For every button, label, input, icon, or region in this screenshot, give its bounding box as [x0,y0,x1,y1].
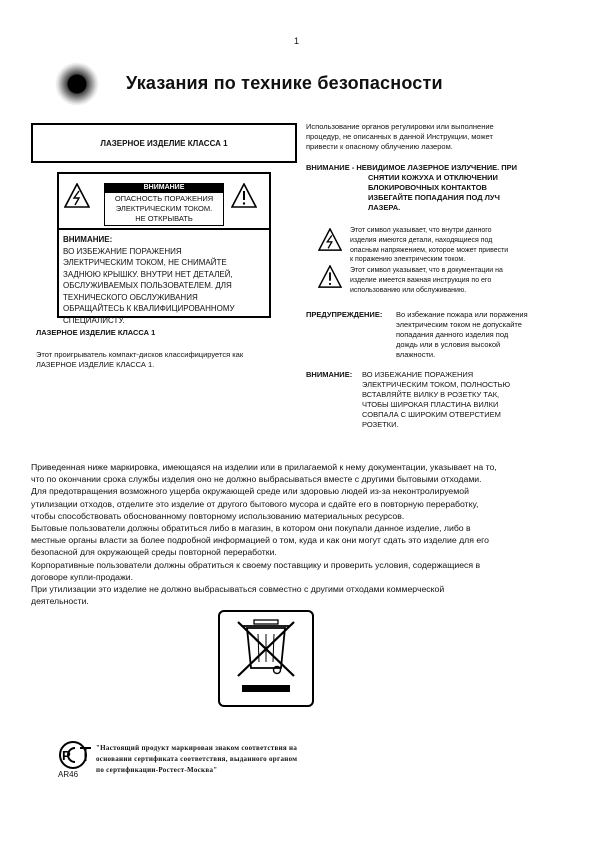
text-line: ВСТАВЛЯЙТЕ ВИЛКУ В РОЗЕТКУ ТАК, [362,390,500,399]
warning-line: ОБСЛУЖИВАЕМЫХ ПОЛЬЗОВАТЕЛЕМ. ДЛЯ [63,281,232,290]
disposal-line: чтобы способствовать обоснованному повторному использованию материальных ресурсов. [31,510,405,521]
crossed-out-bin-icon [220,612,312,705]
instruction-symbol-note [350,266,565,295]
caution-line: НЕ ОТКРЫВАТЬ [135,214,193,223]
caution-line: ЭЛЕКТРИЧЕСКИМ ТОКОМ. [115,204,213,213]
disposal-line: При утилизации это изделие не должно выбрасываться совместно с другими отходами коммерческой [31,584,445,595]
laser-class-label: ЛАЗЕРНОЕ ИЗДЕЛИЕ КЛАССА 1 [100,138,228,148]
plug-warning-first-line: ВО ИЗБЕЖАНИЕ ПОРАЖЕНИЯ [362,370,474,379]
disposal-line: Для предотвращения возможного ущерба окружающей среде или здоровью людей из-за неконтролируемой [31,486,469,497]
text-line: процедур, не описанных в данной Инструкции, может [306,132,493,141]
page-number: 1 [294,36,300,46]
plug-warning-text [362,380,562,430]
disposal-line: Корпоративные пользователи должны обратиться к своему поставщику и проверить условия, содержащиеся в [31,559,481,570]
text-line: основании сертификата соответствия, выданного органом [96,755,298,763]
svg-text:Р: Р [62,748,71,763]
precaution-heading: ПРЕДУПРЕЖДЕНИЕ: [306,310,383,319]
text-line: дождь или в условия высокой [396,340,501,349]
caution-label-header: ВНИМАНИЕ [104,183,224,193]
disposal-line: Бытовые пользователи должны обратиться либо в магазин, в котором они покупали данное изделие, либо в [31,523,471,534]
text-line: попадания данного изделия под [396,330,509,339]
text-line: ЛАЗЕРА. [368,203,401,212]
text-line: использованию или обслуживанию. [350,286,467,294]
warning-line: ЗАДНЮЮ КРЫШКУ. ВНУТРИ НЕТ ДЕТАЛЕЙ, [63,269,233,279]
electric-shock-warning-icon [318,228,342,252]
text-line: РОЗЕТКИ. [362,420,399,429]
text-line: Этот символ указывает, что в документации на [350,267,503,274]
brand-disc-logo [55,62,99,106]
text-line: привести к опасному облучению лазером. [306,142,453,151]
certification-text [96,743,356,776]
text-line: опасным напряжением, которое может привести [350,246,509,254]
exclamation-warning-icon [318,265,342,289]
caution-label-body [104,193,224,226]
text-line: СОВПАЛА С ШИРОКИМ ОТВЕРСТИЕМ [362,410,501,419]
invisible-laser-heading: ВНИМАНИЕ - НЕВИДИМОЕ ЛАЗЕРНОЕ ИЗЛУЧЕНИЕ. ПРИ [306,163,518,172]
laser-product-text [36,350,296,370]
warning-line: ОБРАЩАЙТЕСЬ К КВАЛИФИЦИРОВАННОМУ [63,304,235,313]
laser-class-box [31,123,297,163]
text-line: СНЯТИИ КОЖУХА И ОТКЛЮЧЕНИИ [368,173,498,182]
back-cover-warning-heading: ВНИМАНИЕ: [63,235,113,244]
plug-warning-heading: ВНИМАНИЕ: [306,370,353,379]
shock-symbol-note [350,226,565,265]
text-line: ЧТОБЫ ШИРОКАЯ ПЛАСТИНА ВИЛКИ [362,400,499,409]
back-cover-warning [57,230,271,325]
text-line: ЛАЗЕРНОЕ ИЗДЕЛИЕ КЛАССА 1. [36,360,155,369]
invisible-laser-text [368,173,563,213]
text-line: ИЗБЕГАЙТЕ ПОПАДАНИЯ ПОД ЛУЧ [368,193,500,202]
warning-line: СПЕЦИАЛИСТУ. [63,315,125,325]
pct-certification-mark-icon [58,740,92,770]
disposal-line: договоре купли-продажи. [31,571,134,582]
text-line: БЛОКИРОВОЧНЫХ КОНТАКТОВ [368,183,487,192]
text-line: ЭЛЕКТРИЧЕСКИМ ТОКОМ, ПОЛНОСТЬЮ [362,380,511,389]
controls-note [306,122,556,152]
warning-line: ТЕХНИЧЕСКОГО ОБСЛУЖИВАНИЯ [63,292,198,302]
text-line: "Настоящий продукт маркирован знаком соответствия на [96,744,298,752]
text-line: изделие имеется важная инструкция по его [350,276,492,284]
disposal-line: местные органы власти за более подробной информацией о том, куда и как они могут сдать это изделие для его [31,535,489,546]
text-line: по сертификации-Ростест-Москва" [96,766,218,774]
precaution-text [396,320,566,360]
text-line: электрическим током не допускайте [396,320,522,329]
text-line: влажности. [396,350,436,359]
disposal-line: безопасной для окружающей среды повторной переработки. [31,547,277,558]
disposal-line: утилизации отходов, отделите это изделие от другого бытового мусора и сдайте его в повторную переработку, [31,498,479,509]
disposal-line: Приведенная ниже маркировка, имеющаяся на изделии или в прилагаемой к нему документации, указывает на то, [31,462,497,472]
text-line: изделия имеются детали, находящиеся под [350,236,493,244]
certification-code: AR46 [58,770,79,779]
laser-product-heading: ЛАЗЕРНОЕ ИЗДЕЛИЕ КЛАССА 1 [36,328,156,337]
text-line: Использование органов регулировки или выполнение [306,122,494,131]
exclamation-warning-icon [231,183,257,209]
disposal-paragraph [31,461,576,607]
weee-mark-frame [218,610,314,707]
disposal-line: что по окончании срока службы изделия оно не должно выбрасываться вместе с другими бытовыми отходами. [31,474,482,485]
text-line: Этот символ указывает, что внутри данного [350,227,492,234]
text-line: Этот проигрыватель компакт-дисков классифицируется как [36,350,244,359]
caution-line: ОПАСНОСТЬ ПОРАЖЕНИЯ [114,194,214,203]
precaution-first-line: Во избежание пожара или поражения [396,310,528,319]
disposal-line: деятельности. [31,596,89,607]
electric-shock-warning-icon [64,183,90,209]
text-line: к поражению электрическим током. [350,256,466,264]
warning-line: ВО ИЗБЕЖАНИЕ ПОРАЖЕНИЯ [63,246,182,256]
warning-line: ЭЛЕКТРИЧЕСКИМ ТОКОМ, НЕ СНИМАЙТЕ [63,258,227,267]
page-title: Указания по технике безопасности [126,73,443,93]
